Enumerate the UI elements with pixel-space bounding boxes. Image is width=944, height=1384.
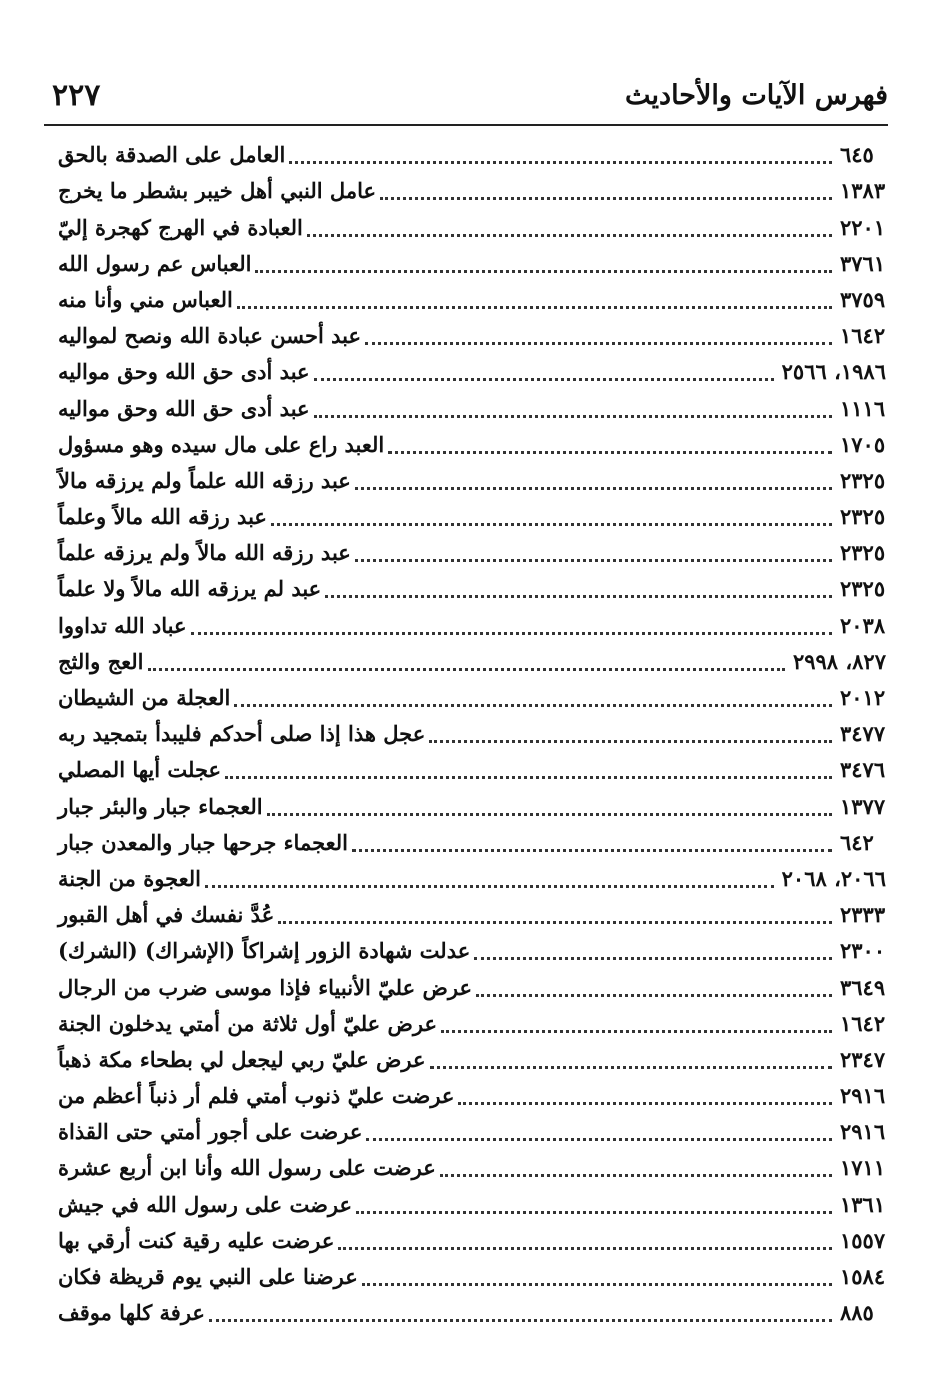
entry-number: ١١١٦ [840, 395, 886, 421]
index-entry [58, 535, 886, 571]
leader-dots [307, 234, 832, 237]
leader-dots [365, 342, 832, 345]
entry-number: ١٥٨٤ [840, 1264, 886, 1289]
leader-dots [267, 813, 832, 816]
entry-text: عباد الله تداووا [58, 612, 187, 638]
leader-dots [458, 1102, 832, 1105]
entry-text: العامل على الصدقة بالحق [58, 142, 286, 168]
entry-number: ٢٣٣٣ [840, 902, 886, 928]
entry-number: ١٣٧٧ [840, 793, 886, 819]
leader-dots [209, 1319, 832, 1322]
index-entry [58, 499, 886, 535]
index-entry [58, 1114, 886, 1150]
entry-number: ١٦٤٢ [840, 1010, 886, 1036]
leader-dots [148, 668, 785, 671]
entry-text: العباس عم رسول الله [58, 250, 252, 276]
index-entry [58, 137, 886, 173]
index-entry [58, 969, 886, 1005]
entry-text: عجلت أيها المصلي [58, 757, 222, 783]
entry-text: عرضت عليّ ذنوب أمتي فلم أر ذنباً أعظم من [58, 1083, 455, 1109]
entry-text: عبد رزقه الله علماً ولم يرزقه مالاً [58, 467, 351, 493]
leader-dots [289, 161, 832, 164]
index-entry [58, 173, 886, 209]
leader-dots [355, 559, 832, 562]
page-title: فهرس الآيات والأحاديث [625, 80, 888, 111]
entry-number: ٦٤٥ [840, 142, 874, 168]
leader-dots [191, 632, 832, 635]
entry-text: العبد راع على مال سيده وهو مسؤول [58, 431, 385, 457]
leader-dots [440, 1174, 832, 1177]
leader-dots [278, 921, 832, 924]
index-entry [58, 680, 886, 716]
index-entry [58, 390, 886, 426]
index-entry [58, 1006, 886, 1042]
index-entry [58, 1223, 886, 1259]
index-entry [58, 933, 886, 969]
entry-text: عامل النبي أهل خيبر بشطر ما يخرج [58, 178, 376, 204]
entry-number: ٨٨٥ [840, 1300, 874, 1326]
leader-dots [325, 595, 832, 598]
index-entry [58, 571, 886, 607]
entry-number: ٢٩١٦ [840, 1119, 886, 1145]
leader-dots [474, 957, 832, 960]
leader-dots [352, 849, 832, 852]
entry-number: ١٣٦١ [840, 1191, 886, 1217]
entry-text: العبادة في الهرج كهجرة إليّ [58, 214, 303, 240]
index-entry [58, 463, 886, 499]
leader-dots [234, 704, 832, 707]
entry-text: عرضت على رسول الله في جيش [58, 1191, 353, 1217]
entry-text: عبد أدى حق الله وحق مواليه [58, 395, 310, 421]
leader-dots [362, 1283, 832, 1286]
entry-text: عبد رزقه الله مالاً ولم يرزقه علماً [58, 540, 351, 566]
entry-text: عبد رزقه الله مالاً وعلماً [58, 504, 267, 530]
entry-number: ٢٠١٢ [840, 685, 886, 710]
index-entry [58, 607, 886, 643]
index-entry [58, 1078, 886, 1114]
entry-text: عرضت عليه رقية كنت أرقي بها [58, 1227, 335, 1253]
entry-number: ٢٣٢٥ [840, 504, 886, 530]
leader-dots [314, 378, 774, 381]
entry-number: ٢٣٢٥ [840, 540, 886, 566]
entry-number: ١٩٨٦، ٢٥٦٦ [781, 359, 886, 385]
entry-number: ٢٢٠١ [840, 214, 886, 240]
index-entry [58, 825, 886, 861]
index-entry [58, 1186, 886, 1222]
entry-number: ٢٩١٦ [840, 1083, 886, 1109]
entry-number: ٣٦٤٩ [840, 974, 886, 1000]
entry-number: ٢٣٤٧ [840, 1046, 886, 1072]
entry-number: ٢٣٢٥ [840, 576, 886, 602]
entry-number: ٢٣٠٠ [840, 938, 886, 964]
index-entry [58, 1259, 886, 1295]
entry-text: العباس مني وأنا منه [58, 286, 233, 312]
entry-text: العج والثج [58, 648, 144, 674]
entry-number: ١٧١١ [840, 1155, 886, 1181]
leader-dots [314, 415, 832, 418]
index-entry [58, 897, 886, 933]
leader-dots [388, 451, 832, 454]
entry-text: العجلة من الشيطان [58, 685, 231, 710]
index-entry [58, 716, 886, 752]
entry-text: عرض عليّ أول ثلاثة من أمتي يدخلون الجنة [58, 1010, 437, 1036]
leader-dots [225, 776, 832, 779]
entry-number: ٣٤٧٧ [840, 721, 886, 747]
entry-text: عرفة كلها موقف [58, 1300, 205, 1326]
entry-text: عبد أحسن عبادة الله ونصح لمواليه [58, 323, 362, 349]
leader-dots [366, 1138, 832, 1141]
entry-text: العجوة من الجنة [58, 865, 202, 891]
entry-text: عرض عليّ الأنبياء فإذا موسى ضرب من الرجال [58, 974, 472, 1000]
entry-text: عدلت شهادة الزور إشراكاً (الإشراك) (الشرك) [58, 938, 471, 964]
index-entry [58, 427, 886, 463]
entry-number: ١٧٠٥ [840, 431, 886, 457]
entry-text: عرضنا على النبي يوم قريظة فكان [58, 1264, 358, 1289]
entry-text: عرضت على أجور أمتي حتى القذاة [58, 1119, 363, 1145]
entry-text: عُدَّ نفسك في أهل القبور [58, 902, 275, 928]
leader-dots [237, 306, 832, 309]
entry-number: ١٦٤٢ [840, 323, 886, 349]
leader-dots [255, 270, 832, 273]
index-entry [58, 318, 886, 354]
entry-number: ٢٠٦٦، ٢٠٦٨ [781, 865, 886, 891]
page-number: ٢٢٧ [52, 78, 101, 113]
entry-number: ٦٤٢ [840, 829, 874, 855]
leader-dots [338, 1247, 832, 1250]
leader-dots [430, 1066, 832, 1069]
entry-number: ٣٧٦١ [840, 250, 886, 276]
index-entry [58, 644, 886, 680]
entry-text: عبد لم يرزقه الله مالاً ولا علماً [58, 576, 322, 602]
index-entry [58, 1150, 886, 1186]
index-entry [58, 246, 886, 282]
entry-number: ٣٤٧٦ [840, 757, 886, 783]
entry-text: العجماء جبار والبئر جبار [58, 793, 263, 819]
entry-number: ٣٧٥٩ [840, 286, 886, 312]
index-entry [58, 1295, 886, 1331]
index-entry [58, 209, 886, 245]
leader-dots [476, 994, 832, 997]
entry-text: عبد أدى حق الله وحق مواليه [58, 359, 310, 385]
index-entry [58, 752, 886, 788]
index-entry [58, 788, 886, 824]
page-header [44, 74, 888, 126]
leader-dots [205, 885, 774, 888]
entry-number: ٢٣٢٥ [840, 467, 886, 493]
entry-number: ٢٠٣٨ [840, 612, 886, 638]
entry-text: عرضت على رسول الله وأنا ابن أربع عشرة [58, 1155, 436, 1181]
index-entry [58, 861, 886, 897]
leader-dots [355, 487, 832, 490]
leader-dots [380, 197, 832, 200]
entry-number: ١٥٥٧ [840, 1227, 886, 1253]
entry-number: ٨٢٧، ٢٩٩٨ [792, 648, 886, 674]
entry-text: عرض عليّ ربي ليجعل لي بطحاء مكة ذهباً [58, 1046, 426, 1072]
entry-number: ١٣٨٣ [840, 178, 886, 204]
index-entry [58, 354, 886, 390]
entry-text: العجماء جرحها جبار والمعدن جبار [58, 829, 349, 855]
index-list [58, 137, 886, 1331]
leader-dots [356, 1211, 832, 1214]
index-entry [58, 282, 886, 318]
entry-text: عجل هذا إذا صلى أحدكم فليبدأ بتمجيد ربه [58, 721, 426, 747]
leader-dots [271, 523, 832, 526]
leader-dots [429, 740, 832, 743]
leader-dots [441, 1030, 832, 1033]
index-entry [58, 1042, 886, 1078]
